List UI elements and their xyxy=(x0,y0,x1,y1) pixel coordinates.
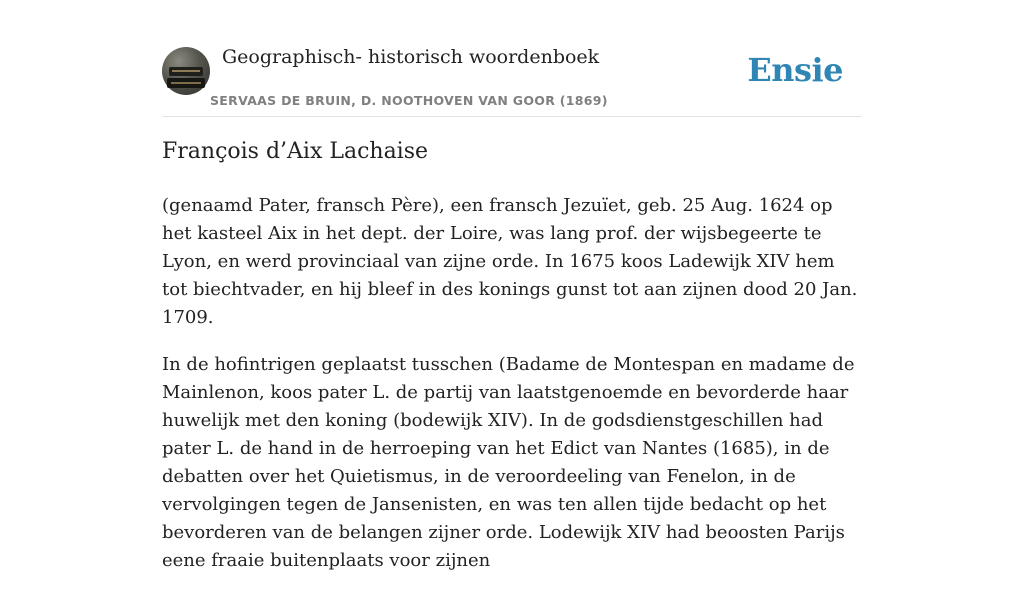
author-byline: SERVAAS DE BRUIN, D. NOOTHOVEN VAN GOOR (1869) xyxy=(210,93,608,108)
book-band-icon xyxy=(172,70,200,72)
avatar[interactable] xyxy=(162,47,210,95)
paragraph: In de hofintrigen geplaatst tusschen (Badame de Montespan en madame de Mainlenon, koos pater L. de partij van laatstgenoemde en bevorderde haar huwelijk met den koning (bodewijk XIV). In de godsdienstgeschillen had pater L. de hand in de herroeping van het Edict van Nantes (1685), in de debatten over het Quietismus, in de veroordeeling van Fenelon, in de vervolgingen tegen de Jansenisten, en was ten allen tijde bedacht op het bevorderen van de belangen zijner orde. Lodewijk XIV had beoosten Parijs eene fraaie buitenplaats voor zijnen xyxy=(162,354,855,571)
book-band-lower xyxy=(171,82,201,84)
header xyxy=(162,36,862,117)
entry-title: François d’Aix Lachaise xyxy=(162,139,429,164)
paragraph: (genaamd Pater, fransch Père), een fransch Jezuïet, geb. 25 Aug. 1624 op het kasteel Aix in het dept. der Loire, was lang prof. der wijsbegeerte te Lyon, en werd provinciaal van zijne orde. In 1675 koos Ladewijk XIV hem tot biechtvader, en hij bleef in des konings gunst tot aan zijnen dood 20 Jan. 1709. xyxy=(162,195,858,328)
ensie-logo[interactable]: Ensie xyxy=(747,51,843,89)
book-title[interactable]: Geographisch- historisch woordenboek xyxy=(222,46,600,68)
entry-body xyxy=(162,192,862,594)
